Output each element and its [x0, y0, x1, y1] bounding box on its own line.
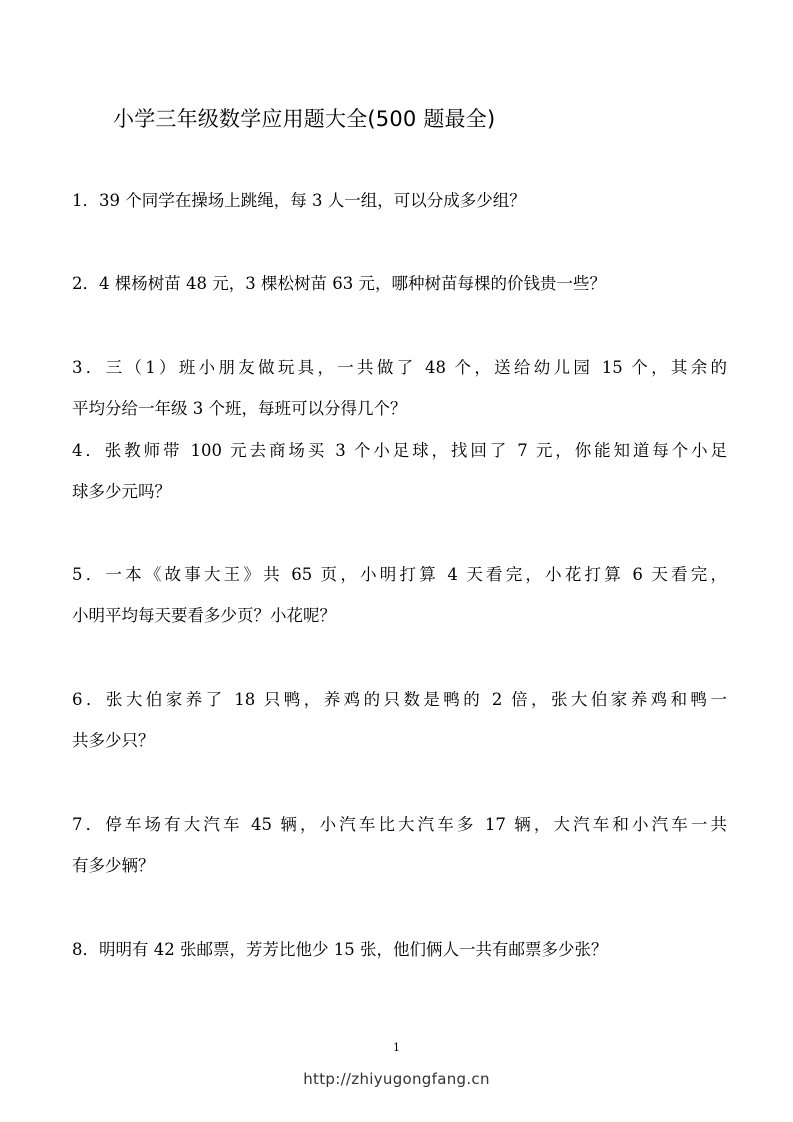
problem-5-line-1: 5．一本《故事大王》共 65 页，小明打算 4 天看完，小花打算 6 天看完， — [72, 565, 727, 584]
problem-7 — [72, 804, 727, 886]
problem-6-line-2: 共多少只？ — [72, 731, 155, 750]
problem-2 — [72, 263, 727, 304]
problem-8 — [72, 929, 727, 970]
problem-3 — [72, 347, 727, 429]
problem-6-line-1: 6．张大伯家养了 18 只鸭，养鸡的只数是鸭的 2 倍，张大伯家养鸡和鸭一 — [72, 690, 727, 709]
page-number: 1 — [393, 1041, 400, 1054]
problem-1-line-1: 1．39 个同学在操场上跳绳，每 3 人一组，可以分成多少组？ — [72, 191, 526, 210]
problem-3-line-2: 平均分给一年级 3 个班，每班可以分得几个？ — [72, 399, 407, 418]
problem-7-line-2: 有多少辆？ — [72, 856, 155, 875]
problem-4-line-1: 4．张教师带 100 元去商场买 3 个小足球，找回了 7 元，你能知道每个小足 — [72, 441, 727, 460]
problem-5-line-2: 小明平均每天要看多少页？小花呢？ — [72, 606, 336, 625]
problem-1 — [72, 180, 727, 221]
page-title: 小学三年级数学应用题大全(500 题最全) — [113, 107, 496, 131]
problem-4-line-2: 球多少元吗？ — [72, 482, 171, 501]
problem-3-line-1: 3．三（1）班小朋友做玩具，一共做了 48 个，送给幼儿园 15 个，其余的 — [72, 358, 727, 377]
problem-7-line-1: 7．停车场有大汽车 45 辆，小汽车比大汽车多 17 辆，大汽车和小汽车一共 — [72, 815, 727, 834]
problem-6 — [72, 679, 727, 761]
problem-5 — [72, 554, 727, 636]
problem-2-line-1: 2．4 棵杨树苗 48 元，3 棵松树苗 63 元，哪种树苗每棵的价钱贵一些？ — [72, 274, 606, 293]
problem-4 — [72, 430, 727, 512]
footer-url[interactable]: http://zhiyugongfang.cn — [303, 1070, 490, 1088]
problem-8-line-1: 8．明明有 42 张邮票，芳芳比他少 15 张，他们俩人一共有邮票多少张？ — [72, 940, 608, 959]
